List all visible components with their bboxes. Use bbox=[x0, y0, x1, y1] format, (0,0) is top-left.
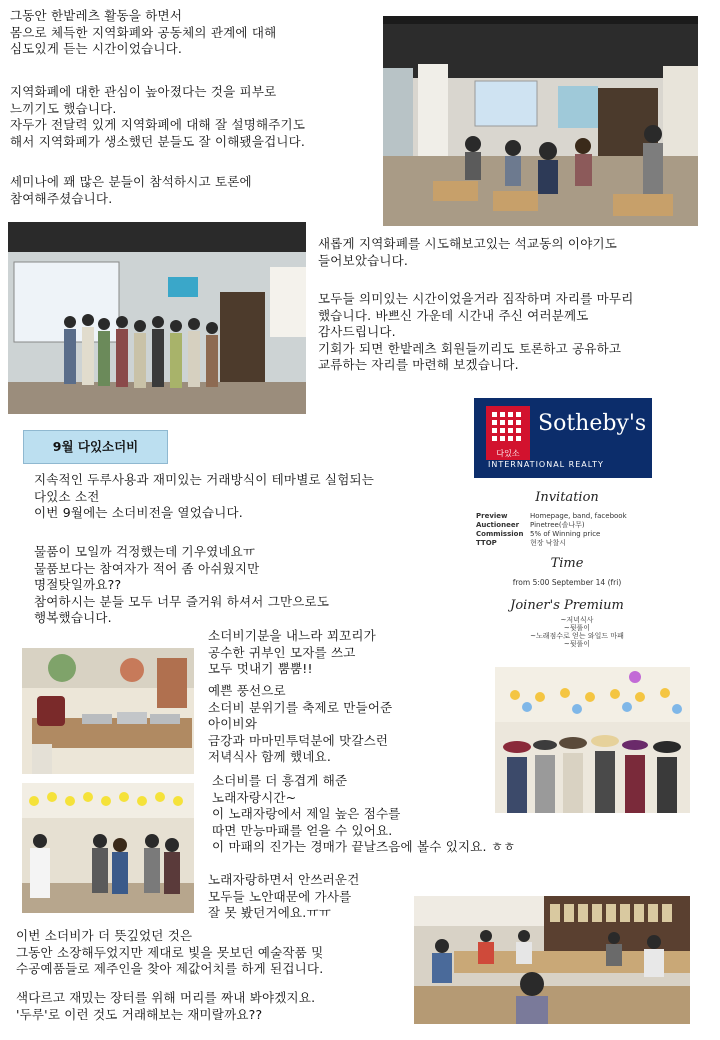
invitation-heading: Invitation bbox=[535, 490, 599, 505]
balloons-paragraph: 예쁜 풍선으로 소더비 분위기를 축제로 만들어준 아이비와 금강과 마마민투덕분에 맛갈스런 저녁식사 함께 했네요. bbox=[208, 683, 393, 764]
premium-item: ~저녁식사 bbox=[560, 616, 594, 624]
invitation-row: TTOP 현장 낙찰시 bbox=[476, 539, 567, 547]
dinner-table-photo bbox=[22, 648, 194, 774]
sothebys-logo bbox=[474, 398, 652, 478]
invitation-row: Auctioneer Pinetree(솔나무) bbox=[476, 521, 585, 529]
karaoke-paragraph: 소더비를 더 흥겹게 해준 노래자랑시간~ 이 노래자랑에서 제일 높은 점수를 따면 만능마패를 얻을 수 있어요. 이 마패의 진가는 경매가 끝날즈음에 볼수 있지요. ㅎㅎ bbox=[212, 773, 516, 854]
hats-group-photo bbox=[495, 667, 690, 813]
section-title-sothebys: 9월 다있소더비 bbox=[23, 430, 168, 464]
premium-item: ~뒷풀이 bbox=[563, 624, 591, 632]
meeting-photo bbox=[414, 896, 690, 1024]
seminar-room-photo bbox=[383, 16, 698, 226]
karaoke-photo bbox=[22, 783, 194, 913]
ending-paragraph: 색다르고 재밌는 장터를 위해 머리를 짜내 봐야겠지요. '두루'로 이런 것도 거래해보는 재미랄까요?? bbox=[16, 990, 316, 1022]
seminar-paragraph: 세미나에 꽤 많은 분들이 참석하시고 토론에 참여해주셨습니다. bbox=[10, 174, 252, 206]
invitation-row: Commission 5% of Winning price bbox=[476, 530, 601, 538]
time-heading: Time bbox=[550, 556, 584, 571]
intro-paragraph: 그동안 한밭레츠 활동을 하면서 몸으로 체득한 지역화폐와 공동체의 관계에 대해 심도있게 듣는 시간이었습니다. bbox=[10, 8, 277, 56]
items-paragraph: 물품이 모일까 걱정했는데 기우였네요ㅠ 물품보다는 참여자가 적어 좀 아쉬웠지만 명절탓일까요?? 참여하시는 분들 모두 너무 즐거워 하셔서 그만으로도 행복했습니다. bbox=[34, 544, 330, 625]
premium-heading: Joiner's Premium bbox=[510, 598, 624, 613]
interest-paragraph: 지역화폐에 대한 관심이 높아졌다는 것을 피부로 느끼기도 했습니다. 자두가 전달력 있게 지역화폐에 대해 잘 설명해주기도 해서 지역화폐가 생소했던 분들도 잘 이해됐을겁니다. bbox=[10, 84, 306, 149]
lyrics-paragraph: 노래자랑하면서 안쓰러운건 모두들 노안때문에 가사를 잘 못 봤던거에요.ㅠㅠ bbox=[208, 872, 360, 920]
sothebys-intro-paragraph: 지속적인 두루사용과 재미있는 거래방식이 테마별로 실험되는 다있소 소전 이번 9월에는 소더비전을 열었습니다. bbox=[34, 472, 375, 520]
time-text: from 5:00 September 14 (fri) bbox=[512, 578, 622, 587]
logo-dot-grid-icon bbox=[486, 406, 530, 448]
seokgyo-paragraph: 새롭게 지역화폐를 시도해보고있는 석교동의 이야기도 들어보았습니다. bbox=[318, 236, 618, 268]
meaning-paragraph: 이번 소더비가 더 뜻깊었던 것은 그동안 소장해두었지만 제대로 빛을 못보던 예술작품 및 수공예품들로 제주인을 찾아 제값어치를 하게 된겁니다. bbox=[16, 928, 324, 976]
closing-paragraph: 모두들 의미있는 시간이었을거라 짐작하며 자리를 마무리 했습니다. 바쁘신 가운데 시간내 주신 여러분께도 감사드립니다. 기회가 되면 한밭레츠 회원들끼리도 토론하고 공유하고 교류하는 자리를 마련해 보겠습니다. bbox=[318, 291, 634, 372]
premium-item: ~뒷풀이 bbox=[563, 640, 591, 648]
logo-brand: Sotheby's bbox=[538, 411, 647, 436]
hats-paragraph: 소더비기분을 내느라 꾀꼬리가 공수한 귀부인 모자를 쓰고 모두 멋내기 뿜뿜!! bbox=[208, 628, 376, 676]
logo-subtitle: INTERNATIONAL REALTY bbox=[488, 460, 604, 469]
invitation-row: Preview Homepage, band, facebook bbox=[476, 512, 627, 520]
group-photo bbox=[8, 222, 306, 414]
invitation-card bbox=[472, 398, 662, 648]
logo-label: 다있소 bbox=[486, 448, 530, 460]
premium-item: ~노래점수로 얻는 와일드 마패 bbox=[530, 632, 624, 640]
